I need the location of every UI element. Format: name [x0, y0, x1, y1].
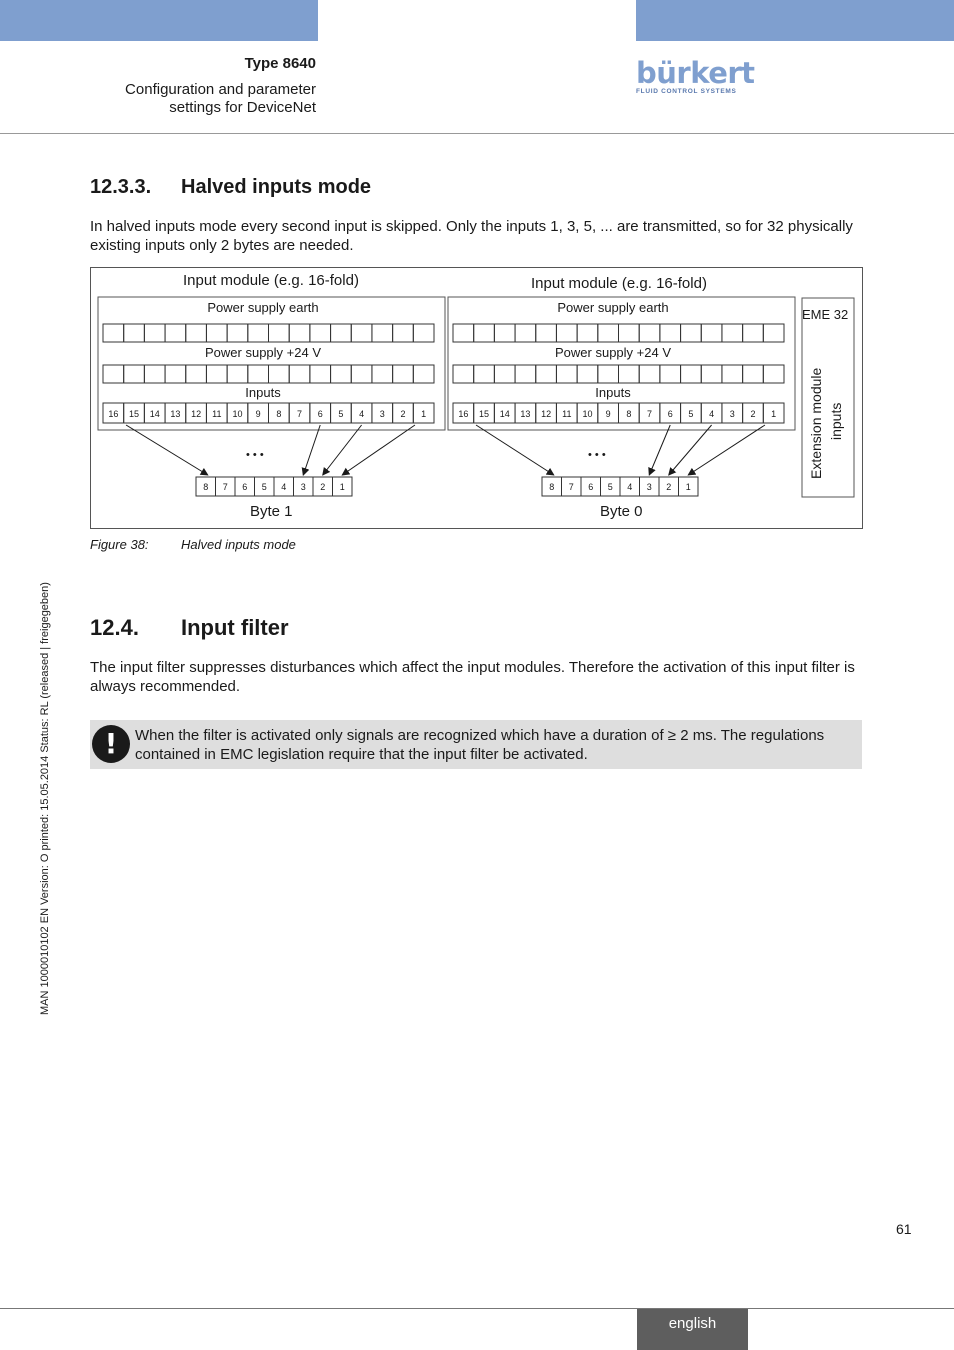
- mapping-arrow: [688, 425, 765, 475]
- byte-bit-number: 5: [261, 482, 267, 492]
- power-24v-label: Power supply +24 V: [555, 345, 671, 360]
- power-terminal: [103, 365, 124, 383]
- input-number: 10: [232, 409, 243, 419]
- section-number: 12.4.: [90, 615, 139, 640]
- input-number: 3: [379, 409, 385, 419]
- caption-number: Figure 38:: [90, 537, 149, 552]
- section-title: Input filter: [181, 615, 289, 640]
- input-number: 2: [750, 409, 756, 419]
- ellipsis-right: • • •: [588, 449, 606, 461]
- caption-text: Halved inputs mode: [181, 537, 296, 552]
- power-terminal: [763, 365, 784, 383]
- byte-bit-number: 8: [549, 482, 555, 492]
- power-terminal: [660, 365, 681, 383]
- byte-bit-number: 8: [203, 482, 209, 492]
- earth-terminal: [310, 324, 331, 342]
- power-terminal: [598, 365, 619, 383]
- power-terminal: [372, 365, 393, 383]
- module-right-title: Input module (e.g. 16-fold): [531, 275, 707, 292]
- byte-bit-number: 4: [281, 482, 287, 492]
- power-terminal: [289, 365, 310, 383]
- power-terminal: [186, 365, 207, 383]
- earth-terminal: [722, 324, 743, 342]
- input-number: 12: [541, 409, 552, 419]
- mapping-arrow: [303, 425, 320, 475]
- input-number: 7: [297, 409, 303, 419]
- power-terminal: [701, 365, 722, 383]
- input-number: 15: [129, 409, 140, 419]
- earth-terminal: [103, 324, 124, 342]
- earth-terminal: [556, 324, 577, 342]
- byte-bit-number: 4: [627, 482, 633, 492]
- input-number: 14: [149, 409, 160, 419]
- earth-terminal: [393, 324, 414, 342]
- input-number: 13: [170, 409, 181, 419]
- warning-note: [90, 720, 862, 769]
- input-number: 1: [771, 409, 777, 419]
- input-number: 9: [255, 409, 261, 419]
- logo-wordmark: bürkert: [636, 56, 755, 90]
- earth-terminal: [639, 324, 660, 342]
- eme-label: EME 32: [802, 307, 849, 322]
- power-terminal: [310, 365, 331, 383]
- warning-text: When the filter is activated only signals are recognized which have a duration of ≥ 2 ms. The regulations contained in EMC legislation require that the input filter be activated.: [135, 727, 825, 763]
- power-terminal: [393, 365, 414, 383]
- earth-terminal: [248, 324, 269, 342]
- earth-terminal: [598, 324, 619, 342]
- burkert-logo: [636, 58, 755, 95]
- power-terminal: [536, 365, 557, 383]
- power-terminal: [124, 365, 145, 383]
- byte-bit-number: 3: [300, 482, 306, 492]
- byte-bit-number: 1: [685, 482, 691, 492]
- input-number: 3: [729, 409, 735, 419]
- power-terminal: [351, 365, 372, 383]
- power-terminal: [248, 365, 269, 383]
- earth-terminal: [619, 324, 640, 342]
- inputs-label: Inputs: [245, 385, 281, 400]
- power-terminal: [577, 365, 598, 383]
- subtitle-line-2: settings for DeviceNet: [169, 99, 316, 116]
- input-number: 6: [667, 409, 673, 419]
- diagram-svg: [91, 268, 862, 528]
- section-number: 12.3.3.: [90, 176, 152, 198]
- module-left-title: Input module (e.g. 16-fold): [183, 272, 359, 289]
- mapping-arrow: [476, 425, 554, 475]
- byte-1-label: Byte 1: [250, 503, 293, 520]
- earth-terminal: [515, 324, 536, 342]
- input-number: 4: [359, 409, 365, 419]
- byte-bit-number: 6: [588, 482, 594, 492]
- earth-terminal: [474, 324, 495, 342]
- extension-label-line-1: Extension module: [808, 367, 824, 479]
- extension-label-line-2: inputs: [828, 402, 844, 440]
- earth-terminal: [124, 324, 145, 342]
- power-terminal: [206, 365, 227, 383]
- power-terminal: [494, 365, 515, 383]
- input-number: 4: [709, 409, 715, 419]
- earth-terminal: [660, 324, 681, 342]
- ellipsis-left: • • •: [246, 449, 264, 461]
- power-terminal: [556, 365, 577, 383]
- power-terminal: [515, 365, 536, 383]
- earth-terminal: [536, 324, 557, 342]
- input-number: 10: [582, 409, 593, 419]
- input-number: 11: [212, 409, 222, 419]
- input-number: 16: [458, 409, 469, 419]
- mapping-arrow: [323, 425, 362, 475]
- earth-terminal: [453, 324, 474, 342]
- input-number: 2: [400, 409, 406, 419]
- page-number: 61: [896, 1221, 912, 1237]
- earth-terminal: [165, 324, 186, 342]
- earth-terminal: [289, 324, 310, 342]
- power-terminal: [722, 365, 743, 383]
- section-heading-halved-inputs: [90, 176, 371, 199]
- power-terminal: [639, 365, 660, 383]
- input-number: 5: [338, 409, 344, 419]
- input-number: 7: [647, 409, 653, 419]
- power-terminal: [413, 365, 434, 383]
- power-terminal: [227, 365, 248, 383]
- power-terminal: [269, 365, 290, 383]
- input-number: 12: [191, 409, 202, 419]
- inputs-label: Inputs: [595, 385, 631, 400]
- halved-inputs-diagram: [90, 267, 863, 529]
- earth-terminal: [351, 324, 372, 342]
- byte-bit-number: 6: [242, 482, 248, 492]
- byte-0-label: Byte 0: [600, 503, 643, 520]
- document-status-sidebar: MAN 1000010102 EN Version: O printed: 15.05.2014 Status: RL (released | freigegeben): [39, 582, 51, 1015]
- input-number: 5: [688, 409, 694, 419]
- power-earth-label: Power supply earth: [557, 300, 669, 315]
- byte-bit-number: 3: [646, 482, 652, 492]
- figure-caption: [90, 537, 296, 552]
- byte-bit-number: 7: [222, 482, 228, 492]
- header-bar-right: [636, 0, 954, 41]
- earth-terminal: [743, 324, 764, 342]
- subtitle-line-1: Configuration and parameter: [125, 81, 316, 98]
- byte-bit-number: 1: [339, 482, 345, 492]
- earth-terminal: [144, 324, 165, 342]
- power-terminal: [474, 365, 495, 383]
- input-number: 8: [626, 409, 632, 419]
- mapping-arrow: [342, 425, 415, 475]
- power-earth-label: Power supply earth: [207, 300, 319, 315]
- input-number: 8: [276, 409, 282, 419]
- input-filter-paragraph: The input filter suppresses disturbances which affect the input modules. Therefore the activation of this input filter is always recommended.: [90, 659, 855, 695]
- byte-bit-number: 2: [320, 482, 326, 492]
- earth-terminal: [372, 324, 393, 342]
- footer-rule: [0, 1308, 954, 1309]
- earth-terminal: [206, 324, 227, 342]
- mapping-arrow: [669, 425, 712, 475]
- input-number: 14: [499, 409, 510, 419]
- earth-terminal: [763, 324, 784, 342]
- power-terminal: [331, 365, 352, 383]
- power-terminal: [681, 365, 702, 383]
- earth-terminal: [227, 324, 248, 342]
- power-terminal: [743, 365, 764, 383]
- mapping-arrow: [649, 425, 670, 475]
- input-number: 9: [605, 409, 611, 419]
- byte-bit-number: 7: [568, 482, 574, 492]
- power-24v-label: Power supply +24 V: [205, 345, 321, 360]
- exclamation-icon: !: [92, 725, 130, 763]
- power-terminal: [165, 365, 186, 383]
- power-terminal: [619, 365, 640, 383]
- earth-terminal: [331, 324, 352, 342]
- input-number: 16: [108, 409, 119, 419]
- earth-terminal: [701, 324, 722, 342]
- header-rule: [0, 133, 954, 134]
- document-type: Type 8640: [244, 55, 316, 72]
- earth-terminal: [186, 324, 207, 342]
- section-heading-input-filter: [90, 615, 289, 641]
- section-title: Halved inputs mode: [181, 176, 372, 198]
- power-terminal: [144, 365, 165, 383]
- earth-terminal: [269, 324, 290, 342]
- earth-terminal: [681, 324, 702, 342]
- input-number: 13: [520, 409, 531, 419]
- power-terminal: [453, 365, 474, 383]
- language-tab: english: [637, 1309, 748, 1350]
- earth-terminal: [494, 324, 515, 342]
- input-number: 11: [562, 409, 572, 419]
- byte-bit-number: 2: [666, 482, 672, 492]
- document-subtitle: [16, 81, 316, 117]
- halved-inputs-paragraph: In halved inputs mode every second input is skipped. Only the inputs 1, 3, 5, ... are transmitted, so for 32 physically existing inputs only 2 bytes are needed.: [90, 218, 853, 254]
- earth-terminal: [577, 324, 598, 342]
- mapping-arrow: [126, 425, 208, 475]
- earth-terminal: [413, 324, 434, 342]
- input-number: 1: [421, 409, 427, 419]
- header-bar-left: [0, 0, 318, 41]
- input-number: 6: [317, 409, 323, 419]
- input-number: 15: [479, 409, 490, 419]
- logo-tagline: FLUID CONTROL SYSTEMS: [636, 88, 737, 95]
- byte-bit-number: 5: [607, 482, 613, 492]
